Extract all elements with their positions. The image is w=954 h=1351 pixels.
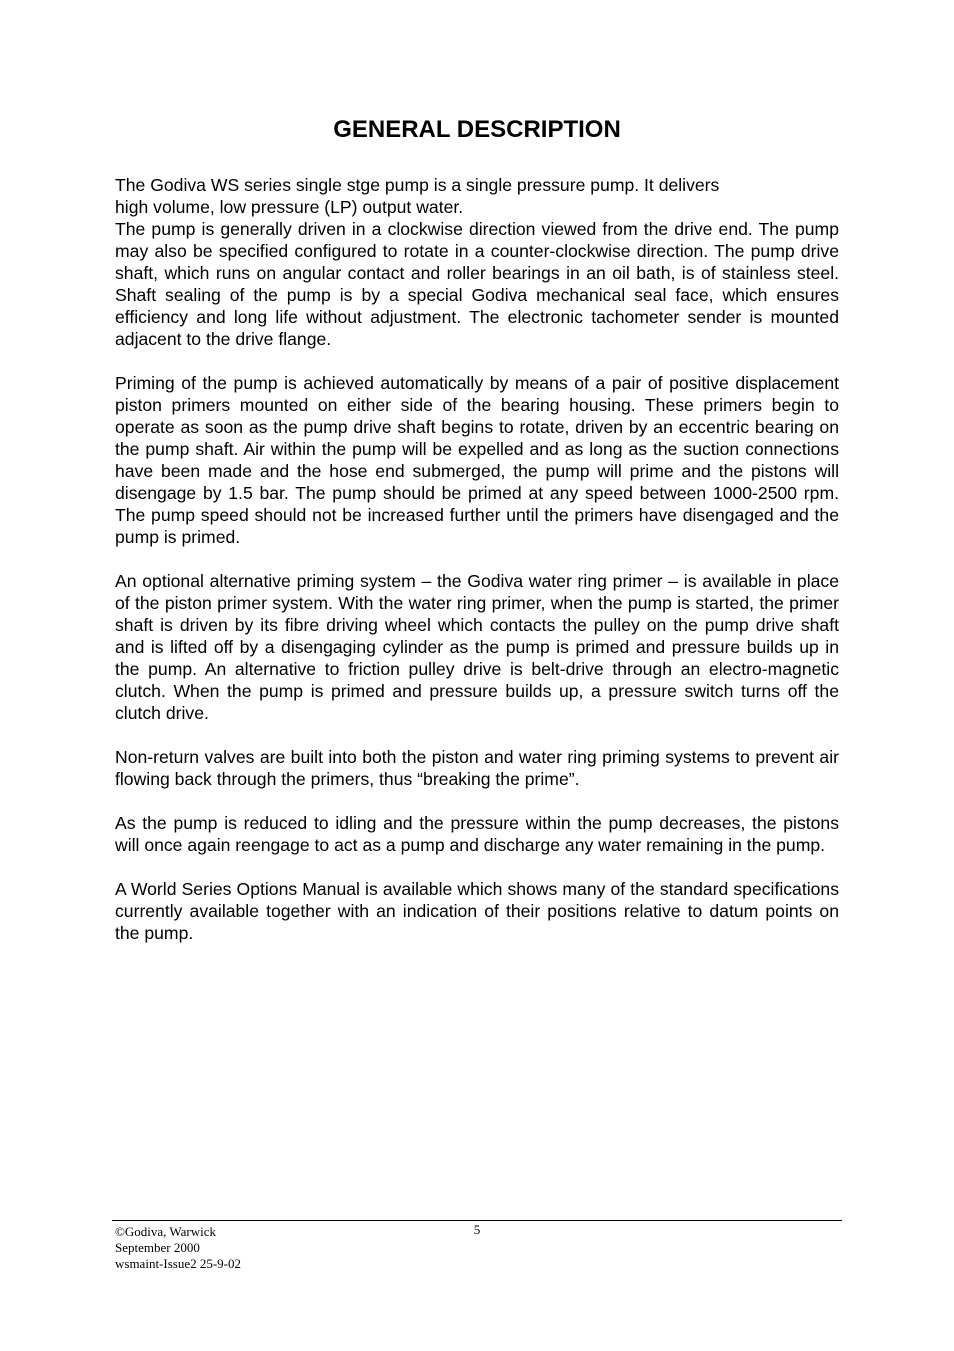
- paragraph-spacer: [115, 350, 839, 372]
- paragraph-priming: Priming of the pump is achieved automatically by means of a pair of positive displacement piston primers mounted on either side of the bearing housing. These primers begin to operate as soon as the pump drive shaft begins to rotate, driven by an eccentric bearing on the pump shaft. Air within the pump will be expelled and as long as the suction connections have been made and the hose end submerged, the pump will prime and the pistons will disengage by 1.5 bar. The pump should be primed at any speed between 1000-2500 rpm. The pump speed should not be increased further until the primers have disengaged and the pump is primed.: [115, 373, 839, 547]
- footer-date: September 2000: [115, 1240, 200, 1255]
- footer-copyright: ©Godiva, Warwick: [115, 1224, 217, 1239]
- paragraph-spacer: [115, 548, 839, 570]
- footer-info: [115, 1224, 241, 1272]
- paragraph-spacer: [115, 790, 839, 812]
- footer-divider: [112, 1220, 842, 1221]
- paragraph-water-ring-primer: An optional alternative priming system – the Godiva water ring primer – is available in place of the piston primer system. With the water ring primer, when the pump is started, the primer shaft is driven by its fibre driving wheel which contacts the pulley on the pump drive shaft and is lifted off by a disengaging cylinder as the pump is primed and pressure builds up in the pump. An alternative to friction pulley drive is belt-drive through an electro-magnetic clutch. When the pump is primed and pressure builds up, a pressure switch turns off the clutch drive.: [115, 571, 839, 723]
- paragraph-spacer: [115, 856, 839, 878]
- intro-line-1: The Godiva WS series single stge pump is a single pressure pump. It delivers: [115, 175, 720, 195]
- page-title: GENERAL DESCRIPTION: [333, 116, 621, 143]
- page-number: 5: [473, 1222, 481, 1237]
- document-body: [115, 174, 839, 944]
- intro-line-2: high volume, low pressure (LP) output water.: [115, 197, 464, 217]
- paragraph-spacer: [115, 724, 839, 746]
- paragraph-pump-drive: The pump is generally driven in a clockwise direction viewed from the drive end. The pump may also be specified configured to rotate in a counter-clockwise direction. The pump drive shaft, which runs on angular contact and roller bearings in an oil bath, is of stainless steel. Shaft sealing of the pump is by a special Godiva mechanical seal face, which ensures efficiency and long life without adjustment. The electronic tachometer sender is mounted adjacent to the drive flange.: [115, 219, 839, 349]
- paragraph-non-return-valves: Non-return valves are built into both the piston and water ring priming systems to prevent air flowing back through the primers, thus “breaking the prime”.: [115, 747, 839, 789]
- footer-issue: wsmaint-Issue2 25-9-02: [115, 1256, 242, 1271]
- paragraph-options-manual: A World Series Options Manual is available which shows many of the standard specifications currently available together with an indication of their positions relative to datum points on the pump.: [115, 879, 839, 943]
- paragraph-idling: As the pump is reduced to idling and the pressure within the pump decreases, the pistons will once again reengage to act as a pump and discharge any water remaining in the pump.: [115, 813, 839, 855]
